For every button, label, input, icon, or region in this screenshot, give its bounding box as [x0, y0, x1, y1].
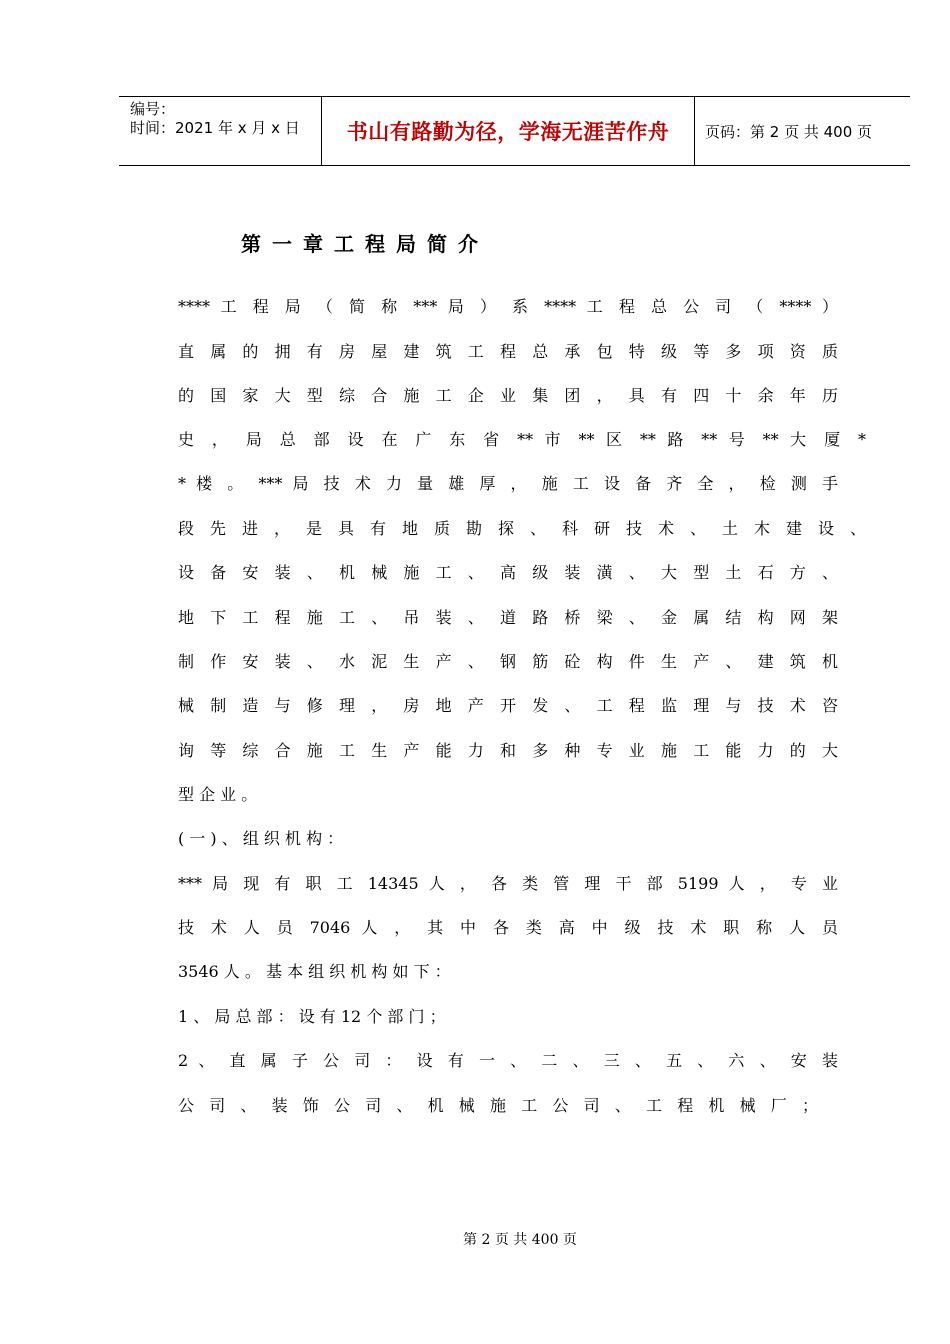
list-item-continued: 公 司 、 装 饰 公 司 、 机 械 施 工 公 司 、 工 程 机 械 厂 ；	[178, 1096, 818, 1115]
motto-text: 书山有路勤为径，学海无涯苦作舟	[346, 120, 670, 144]
body-line: 段 先 进 ， 是 具 有 地 质 勘 探 、 科 研 技 术 、 土 木 建 设 、	[178, 519, 866, 538]
section-heading: ( 一 ) 、 组 织 机 构 ：	[178, 829, 344, 848]
page-header	[119, 96, 910, 166]
number-label: 编号：	[130, 100, 176, 118]
body-line: 型 企 业 。	[178, 785, 258, 804]
body-line: 的 国 家 大 型 综 合 施 工 企 业 集 团 ， 具 有 四 十 余 年 历	[178, 386, 838, 405]
body-line: 史 ， 局 总 部 设 在 广 东 省 ** 市 ** 区 ** 路 ** 号 ** 大 厦 *	[178, 430, 866, 449]
body-line: 3546 人 。 基 本 组 织 机 构 如 下 ：	[178, 962, 451, 981]
body-line: * 楼 。 *** 局 技 术 力 量 雄 厚 ， 施 工 设 备 齐 全 ， 检 测 手	[178, 474, 838, 493]
list-item: 1 、 局 总 部 ： 设 有 12 个 部 门 ；	[178, 1007, 446, 1026]
body-line: 直 属 的 拥 有 房 屋 建 筑 工 程 总 承 包 特 级 等 多 项 资 质	[178, 342, 838, 361]
chapter-title: 第一章工程局简介	[241, 232, 489, 256]
time-label: 时间：2021 年 x 月 x 日	[130, 119, 300, 137]
body-line: *** 局 现 有 职 工 14345 人 ， 各 类 管 理 干 部 5199 人 ， 专 业	[178, 874, 838, 893]
list-item: 2 、 直 属 子 公 司 ： 设 有 一 、 二 、 三 、 五 、 六 、 安 装	[178, 1051, 838, 1070]
header-page-info: 页码：第 2 页 共 400 页	[705, 122, 873, 141]
body-line: 技 术 人 员 7046 人 ， 其 中 各 类 高 中 级 技 术 职 称 人 员	[178, 918, 838, 937]
header-meta	[119, 97, 321, 165]
body-line: 询 等 综 合 施 工 生 产 能 力 和 多 种 专 业 施 工 能 力 的 大	[178, 741, 838, 760]
page-footer: 第 2 页 共 400 页	[463, 1232, 577, 1248]
body-line: 地 下 工 程 施 工 、 吊 装 、 道 路 桥 梁 、 金 属 结 构 网 架	[178, 608, 838, 627]
body-line: 械 制 造 与 修 理 ， 房 地 产 开 发 、 工 程 监 理 与 技 术 咨	[178, 696, 838, 715]
header-page-cell	[695, 97, 910, 165]
body-line: **** 工 程 局 （ 简 称 *** 局 ） 系 **** 工 程 总 公 司 （ **** ）	[178, 297, 838, 316]
header-motto-cell	[321, 97, 695, 165]
body-line: 制 作 安 装 、 水 泥 生 产 、 钢 筋 砼 构 件 生 产 、 建 筑 机	[178, 652, 838, 671]
body-line: 设 备 安 装 、 机 械 施 工 、 高 级 装 潢 、 大 型 土 石 方 、	[178, 563, 838, 582]
